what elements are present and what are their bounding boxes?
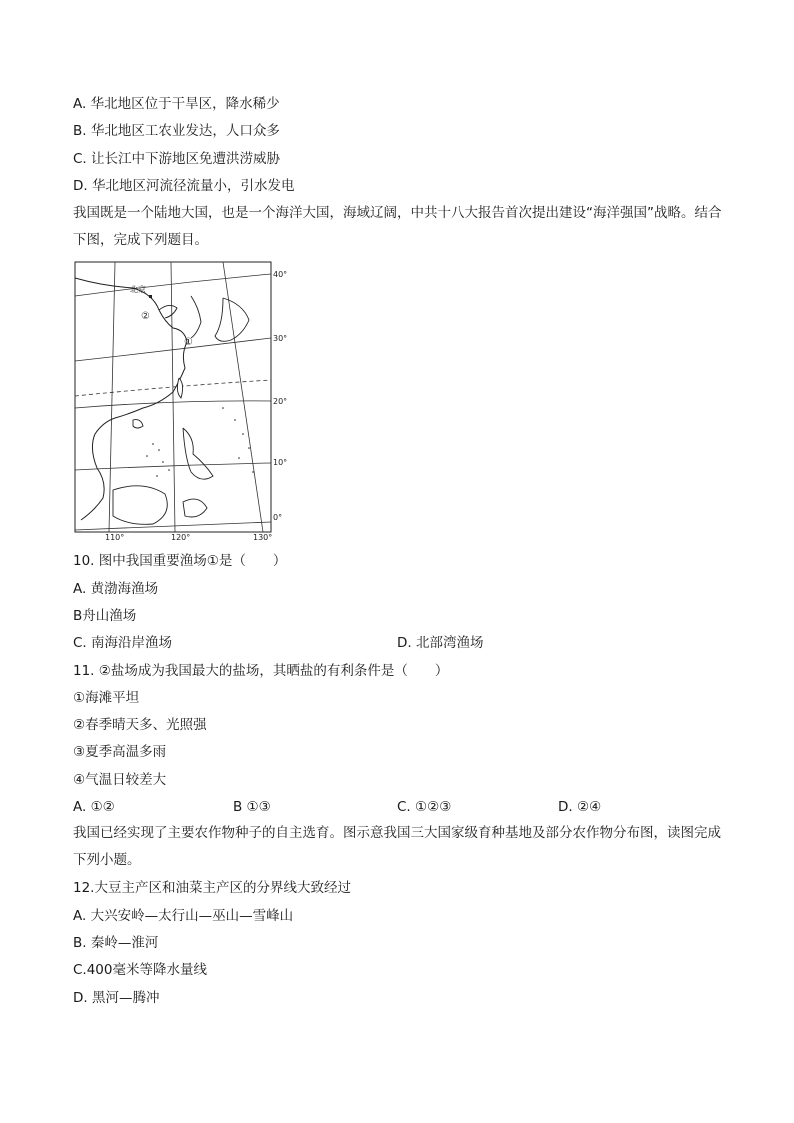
q11-option-c: C. ①②③ <box>397 799 452 815</box>
fishery-marker-1: ① <box>184 337 193 348</box>
map-figure <box>73 258 295 540</box>
q12-option-b: B. 秦岭—淮河 <box>73 935 159 951</box>
q9-option-b: B. 华北地区工农业发达，人口众多 <box>73 123 280 139</box>
beijing-marker <box>149 295 152 298</box>
q9-option-a: A. 华北地区位于干旱区，降水稀少 <box>73 96 280 112</box>
lon-label-130: 130° <box>253 533 273 540</box>
q12-option-d: D. 黑河—腾冲 <box>73 990 160 1006</box>
q11-stem: 11. ②盐场成为我国最大的盐场，其晒盐的有利条件是（ ） <box>73 663 449 679</box>
q12-option-c: C.400毫米等降水量线 <box>73 962 207 978</box>
q9-option-d: D. 华北地区河流径流量小，引水发电 <box>73 178 295 194</box>
lat-label-0: 0° <box>273 513 283 522</box>
lat-label-10: 10° <box>273 458 288 467</box>
q10-option-a: A. 黄渤海渔场 <box>73 581 159 597</box>
q9-option-c: C. 让长江中下游地区免遭洪涝威胁 <box>73 151 281 167</box>
lon-label-110: 110° <box>105 533 125 540</box>
q10-option-b: B舟山渔场 <box>73 608 137 624</box>
q11-item-2: ②春季晴天多、光照强 <box>73 717 207 733</box>
q11-item-4: ④气温日较差大 <box>73 772 167 788</box>
lat-label-30: 30° <box>273 334 288 343</box>
q12-option-a: A. 大兴安岭—太行山—巫山—雪峰山 <box>73 908 294 924</box>
beijing-label: 北京 <box>130 285 146 294</box>
q10-option-c: C. 南海沿岸渔场 <box>73 635 173 651</box>
ocean-intro-paragraph: 我国既是一个陆地大国，也是一个海洋大国，海域辽阔，中共十八大报告首次提出建设“海洋强国”战略。结合下图，完成下列题目。 <box>73 205 722 248</box>
q10-stem: 10. 图中我国重要渔场①是（ ） <box>73 553 287 569</box>
q11-option-d: D. ②④ <box>558 799 602 815</box>
q10-option-d: D. 北部湾渔场 <box>397 635 484 651</box>
lat-label-20: 20° <box>273 397 288 406</box>
seed-intro-paragraph: 我国已经实现了主要农作物种子的自主选育。图示意我国三大国家级育种基地及部分农作物分布图，读图完成下列小题。 <box>73 825 721 868</box>
q11-item-3: ③夏季高温多雨 <box>73 744 167 760</box>
q11-item-1: ①海滩平坦 <box>73 690 140 706</box>
saltfield-marker-2: ② <box>141 311 150 322</box>
q12-stem: 12.大豆主产区和油菜主产区的分界线大致经过 <box>73 880 351 896</box>
lon-label-120: 120° <box>171 533 191 540</box>
east-asia-map <box>73 258 295 540</box>
lat-label-40: 40° <box>273 270 288 279</box>
q11-option-a: A. ①② <box>73 799 115 815</box>
q11-option-b: B ①③ <box>233 799 271 815</box>
